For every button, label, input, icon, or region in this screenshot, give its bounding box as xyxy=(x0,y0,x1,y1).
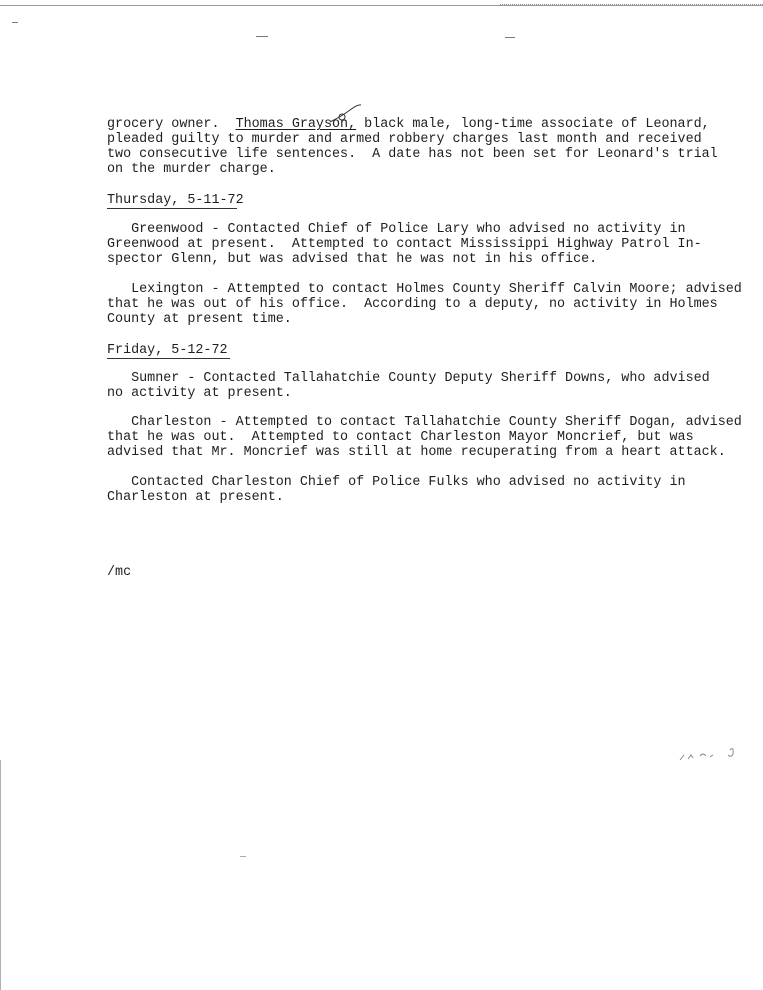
paragraph-line: Greenwood - Contacted Chief of Police Lary who advised no activity in xyxy=(107,222,686,237)
paragraph-line: that he was out of his office. According to a deputy, no activity in Holmes xyxy=(107,297,718,312)
paragraph-line: Charleston at present. xyxy=(107,490,284,505)
intro-text-end: black male, long-time associate of Leonard, xyxy=(356,117,710,132)
paragraph-line: Contacted Charleston Chief of Police Fulks who advised no activity in xyxy=(107,475,686,490)
intro-line-2: pleaded guilty to murder and armed robbery charges last month and received xyxy=(107,132,702,147)
section-heading-friday: Friday, 5-12-72 xyxy=(107,343,228,358)
paragraph-line: that he was out. Attempted to contact Charleston Mayor Moncrief, but was xyxy=(107,430,694,445)
intro-text-start: grocery owner. xyxy=(107,117,236,132)
top-dotted-edge xyxy=(500,0,763,5)
top-rule xyxy=(0,5,763,6)
handwritten-mark-icon xyxy=(328,104,362,126)
paragraph-line: Charleston - Attempted to contact Tallahatchie County Sheriff Dogan, advised xyxy=(107,415,742,430)
faint-handwriting-mark-icon xyxy=(676,744,740,766)
paragraph-line: Greenwood at present. Attempted to contact Mississippi Highway Patrol In- xyxy=(107,237,702,252)
heading-underline xyxy=(107,358,230,359)
heading-underline xyxy=(107,208,237,209)
scan-speck xyxy=(12,22,18,23)
intro-line-3: two consecutive life sentences. A date has not been set for Leonard's trial xyxy=(107,147,718,162)
intro-line-4: on the murder charge. xyxy=(107,162,276,177)
scan-speck xyxy=(240,856,246,857)
section-heading-thursday: Thursday, 5-11-72 xyxy=(107,193,244,208)
scan-speck xyxy=(505,37,515,38)
paragraph-line: spector Glenn, but was advised that he was not in his office. xyxy=(107,252,598,267)
intro-line-1 xyxy=(107,117,710,132)
typist-initials: /mc xyxy=(107,565,132,580)
paragraph-line: Sumner - Contacted Tallahatchie County Deputy Sheriff Downs, who advised xyxy=(107,371,710,386)
paragraph-line: advised that Mr. Moncrief was still at home recuperating from a heart attack. xyxy=(107,445,726,460)
paragraph-line: no activity at present. xyxy=(107,386,292,401)
paragraph-line: Lexington - Attempted to contact Holmes County Sheriff Calvin Moore; advised xyxy=(107,282,742,297)
scan-speck xyxy=(256,36,268,37)
underlined-name: Thomas Grayson, xyxy=(235,117,357,132)
left-scan-edge xyxy=(0,760,1,990)
paragraph-line: County at present time. xyxy=(107,312,292,327)
